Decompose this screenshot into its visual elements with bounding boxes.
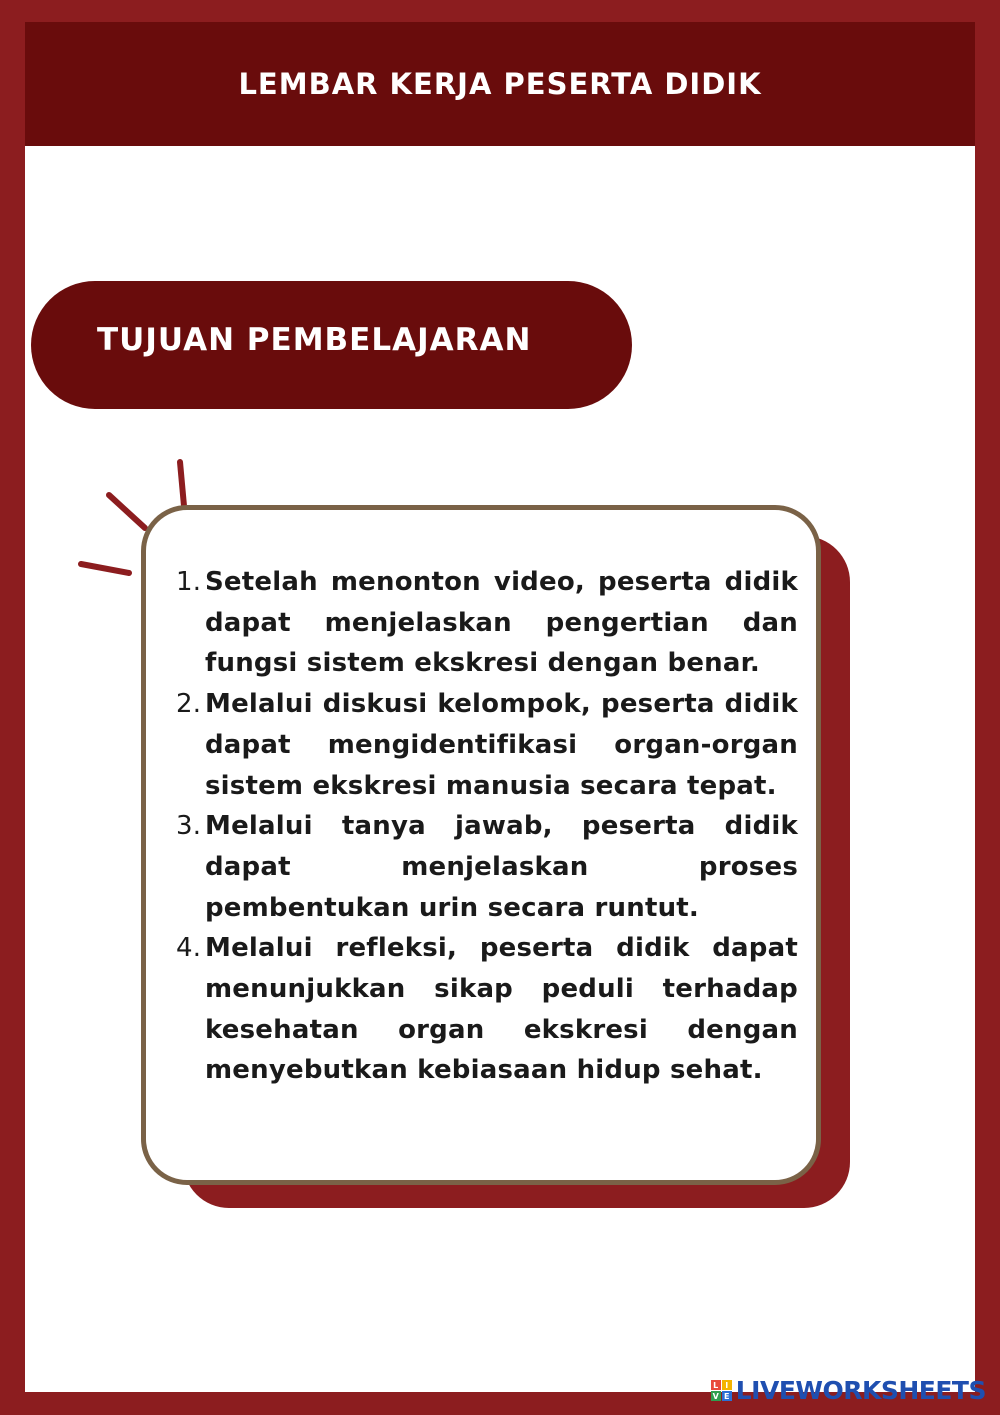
objective-text: Melalui refleksi, peserta didik dapat menunjukkan sikap peduli terhadap kesehatan organ ekskresi dengan menyebutkan kebiasaan hidup sehat. — [205, 933, 798, 1086]
watermark-text: LIVEWORKSHEETS — [735, 1376, 986, 1405]
burst-line-middle — [109, 495, 145, 528]
header-title: LEMBAR KERJA PESERTA DIDIK — [238, 67, 762, 101]
objective-number: 3. — [176, 811, 202, 842]
objective-text: Melalui tanya jawab, peserta didik dapat menjelaskan proses pembentukan urin secara runtut. — [205, 811, 798, 923]
burst-line-bottom — [81, 564, 129, 573]
objective-item-4 — [178, 928, 798, 1091]
liveworksheets-logo-icon: L I V E — [711, 1380, 732, 1401]
objective-item-3 — [178, 806, 798, 928]
burst-line-top — [180, 462, 184, 506]
objective-number: 4. — [176, 933, 202, 964]
objective-number: 1. — [176, 567, 202, 597]
objective-text: Melalui diskusi kelompok, peserta didik dapat mengidentifikasi organ-organ sistem ekskresi manusia secara tepat. — [205, 689, 798, 801]
section-title: TUJUAN PEMBELAJARAN — [97, 322, 532, 358]
objective-text: Setelah menonton video, peserta didik dapat menjelaskan pengertian dan fungsi sistem ekskresi dengan benar. — [205, 567, 798, 679]
objective-item-1 — [178, 562, 798, 684]
objective-number: 2. — [176, 689, 202, 720]
objectives-list — [178, 562, 798, 1091]
objective-item-2 — [178, 684, 798, 806]
liveworksheets-watermark — [711, 1376, 986, 1405]
